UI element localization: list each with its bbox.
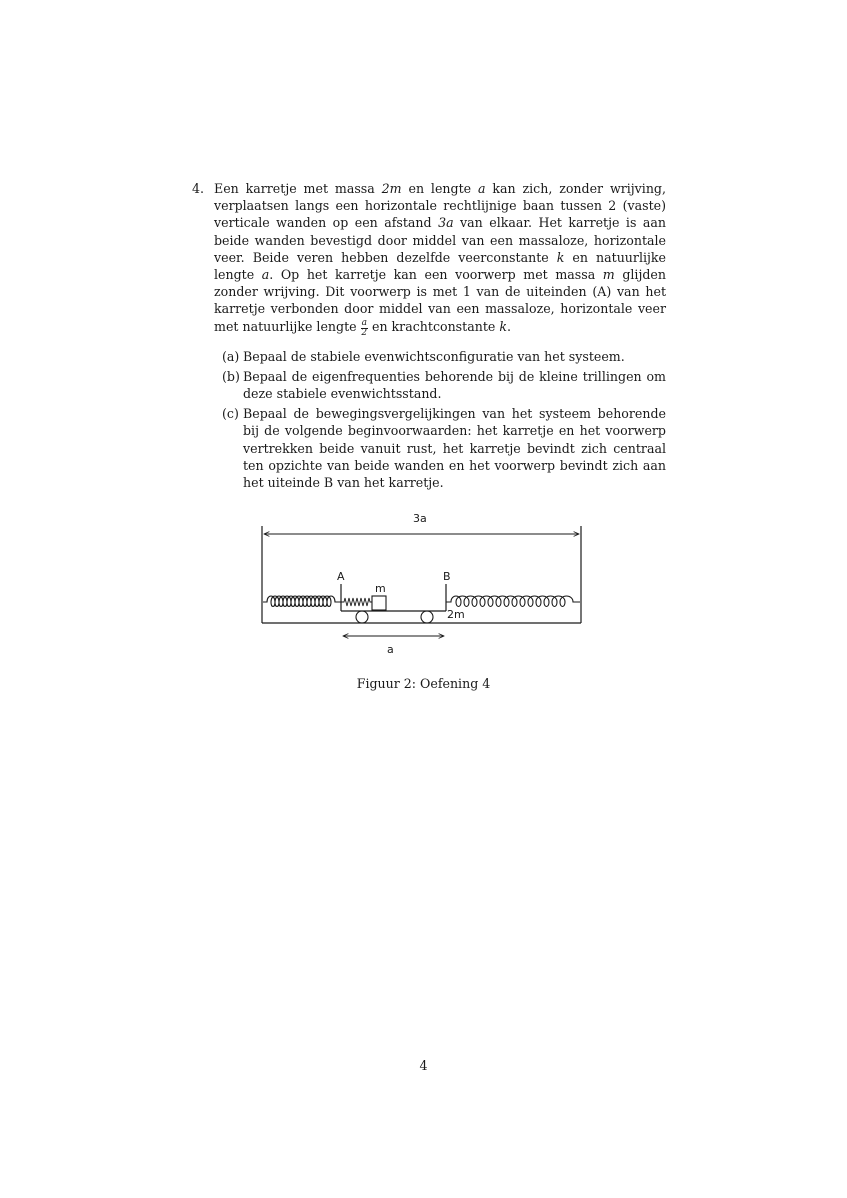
label-m: m	[375, 582, 386, 595]
problem-4	[192, 180, 666, 494]
subquestion-c: (c) Bepaal de bewegingsvergelijkingen van het systeem behorende bij de volgende beginvoorwaarden: het karretje en het voorwerp vertrekken beide vanuit rust, het karretje bevindt zich centraal ten opzichte van beide wanden en het voorwerp bevindt zich aan het uiteinde B van het karretje.	[222, 406, 666, 491]
label-B: B	[443, 570, 451, 583]
wheel-left	[356, 611, 368, 623]
problem-number: 4.	[192, 181, 205, 196]
page-number: 4	[419, 1058, 428, 1073]
problem-statement: Een karretje met massa 2m en lengte a kan zich, zonder wrijving, verplaatsen langs een horizontale rechtlijnige baan tussen 2 (vaste) verticale wanden op een afstand 3a van elkaar. Het karretje is aan beide wanden bevestigd door middel van een massaloze, horizontale veer. Beide veren hebben dezelfde veerconstante k en natuurlijke lengte a. Op het karretje kan een voorwerp met massa m glijden zonder wrijving. Dit voorwerp is met 1 van de uiteinden (A) van het karretje verbonden door middel van een massaloze, horizontale veer met natuurlijke lengte $\frac{a}{2}$ en krachtconstante k.	[214, 181, 666, 338]
figure-caption: Figuur 2: Oefening 4	[356, 676, 491, 691]
cart-length-label: a	[387, 643, 394, 656]
small-spring	[341, 598, 372, 606]
subquestion-a: (a) Bepaal de stabiele evenwichtsconfiguratie van het systeem.	[222, 348, 625, 364]
fraction-a-over-2: $\frac{a}{2}$	[361, 317, 368, 338]
subquestion-list	[222, 348, 666, 492]
diagram-svg	[255, 508, 590, 658]
subquestion-b: (b) Bepaal de eigenfrequenties behorende bij de kleine trillingen om deze stabiele evenwichtsstand.	[222, 368, 666, 402]
left-spring	[263, 596, 341, 607]
label-A: A	[337, 570, 345, 583]
wheel-right	[421, 611, 433, 623]
spring-cart-diagram	[255, 508, 590, 658]
right-spring	[446, 596, 580, 607]
label-cart-mass: 2m	[447, 608, 465, 621]
width-label: 3a	[413, 512, 427, 525]
mass-m-block	[372, 596, 386, 610]
